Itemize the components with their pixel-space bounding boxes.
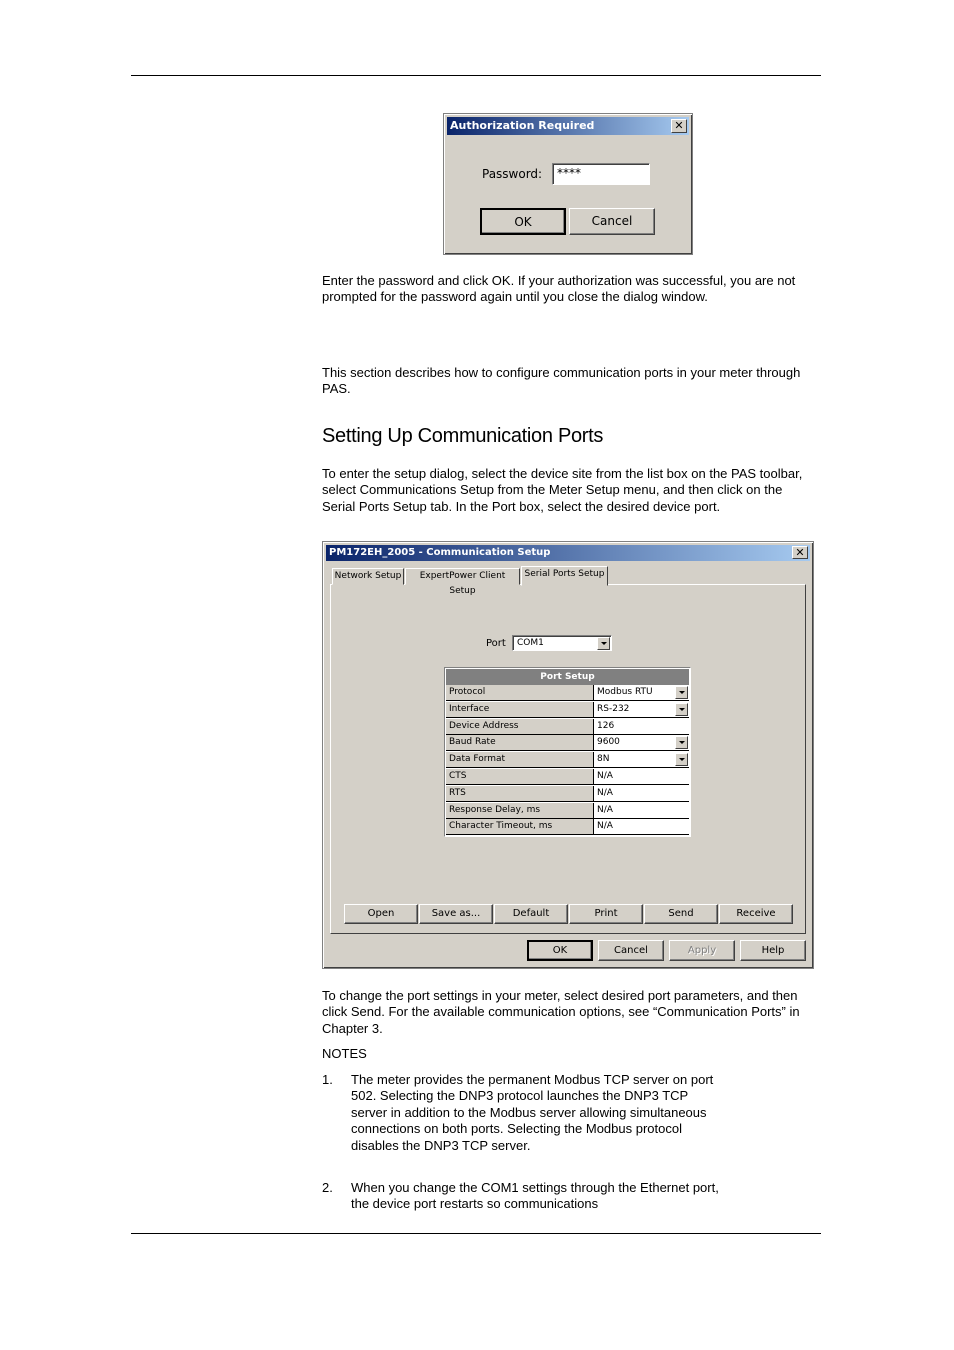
auth-titlebar — [447, 117, 689, 135]
ok-button[interactable]: OK — [480, 208, 566, 235]
tab-network-setup[interactable]: Network Setup — [332, 568, 404, 585]
setting-value[interactable] — [594, 702, 689, 718]
comm-cancel-button[interactable]: Cancel — [598, 940, 664, 961]
port-value: COM1 — [517, 638, 544, 648]
paragraph-password: Enter the password and click OK. If your authorization was successful, you are not prompted for the password again until you close the dialog window. — [322, 273, 796, 305]
setting-name: CTS — [446, 769, 594, 785]
setting-name: Baud Rate — [446, 735, 594, 751]
receive-button[interactable]: Receive — [719, 904, 793, 924]
table-row — [446, 803, 689, 819]
footer-rule — [131, 1233, 821, 1234]
setting-value-text: N/A — [597, 804, 613, 815]
setting-value[interactable] — [594, 685, 689, 701]
setting-value[interactable] — [594, 769, 689, 785]
close-icon[interactable]: ✕ — [671, 119, 687, 133]
setting-value-text: 8N — [597, 754, 610, 765]
table-row — [446, 752, 689, 768]
table-row — [446, 769, 689, 785]
port-select[interactable] — [512, 635, 612, 651]
auth-title: Authorization Required — [450, 119, 595, 132]
apply-button[interactable]: Apply — [669, 940, 735, 961]
authorization-dialog — [443, 113, 693, 255]
chevron-down-icon[interactable] — [675, 753, 688, 766]
table-row — [446, 702, 689, 718]
setting-name: Device Address — [446, 719, 594, 735]
note-1-number: 1. — [322, 1072, 333, 1087]
setting-value[interactable] — [594, 735, 689, 751]
setting-name: Protocol — [446, 685, 594, 701]
setting-value-text: 126 — [597, 720, 615, 731]
paragraph-setup: To enter the setup dialog, select the device site from the list box on the PAS toolbar, select Communications Setup from the Meter Setup menu, and then click on the Serial Ports Setup tab. In the Port box, select the desired device port. — [322, 466, 803, 514]
table-row — [446, 735, 689, 751]
setting-name: RTS — [446, 786, 594, 802]
setting-name: Character Timeout, ms — [446, 819, 594, 835]
note-2-number: 2. — [322, 1180, 333, 1195]
setting-value[interactable] — [594, 752, 689, 768]
header-rule — [131, 75, 821, 76]
cancel-button[interactable]: Cancel — [569, 208, 655, 235]
notes-label: NOTES — [322, 1046, 367, 1061]
paragraph-intro: This section describes how to configure communication ports in your meter through PAS. — [322, 365, 801, 397]
tab-serial-ports-setup[interactable]: Serial Ports Setup — [521, 566, 608, 586]
setting-value-text: RS-232 — [597, 703, 630, 714]
setting-value[interactable] — [594, 786, 689, 802]
chevron-down-icon[interactable] — [597, 637, 610, 650]
table-row — [446, 719, 689, 735]
comm-ok-button[interactable]: OK — [527, 940, 593, 961]
setting-value-text: N/A — [597, 821, 613, 832]
setting-value-text: N/A — [597, 771, 613, 781]
table-row — [446, 786, 689, 802]
comm-titlebar — [326, 545, 810, 561]
save-as-button[interactable]: Save as... — [419, 904, 493, 924]
setting-value-text: Modbus RTU — [597, 687, 653, 697]
open-button[interactable]: Open — [344, 904, 418, 924]
send-button[interactable]: Send — [644, 904, 718, 924]
table-row — [446, 819, 689, 835]
note-1-text: The meter provides the permanent Modbus TCP server on port 502. Selecting the DNP3 protocol launches the DNP3 TCP server in addition to the Modbus server allowing simultaneous connections on both ports. Selecting the Modbus protocol disables the DNP3 TCP server. — [351, 1072, 714, 1153]
port-label: Port — [486, 638, 506, 649]
port-setup-grid — [444, 667, 691, 837]
default-button[interactable]: Default — [494, 904, 568, 924]
comm-title: PM172EH_2005 - Communication Setup — [329, 547, 551, 558]
chevron-down-icon[interactable] — [675, 736, 688, 749]
setting-name: Interface — [446, 702, 594, 718]
paragraph-change-settings: To change the port settings in your meter, select desired port parameters, and then click Send. For the available communication options, see “Communication Ports” in Chapter 3. — [322, 988, 800, 1036]
chevron-down-icon[interactable] — [675, 686, 688, 699]
setting-value-text: N/A — [597, 787, 613, 798]
grid-title: Port Setup — [446, 669, 689, 685]
print-button[interactable]: Print — [569, 904, 643, 924]
table-row — [446, 685, 689, 701]
setting-name: Response Delay, ms — [446, 803, 594, 819]
setting-value[interactable] — [594, 819, 689, 835]
setting-name: Data Format — [446, 752, 594, 768]
help-button[interactable]: Help — [740, 940, 806, 961]
setting-value[interactable] — [594, 803, 689, 819]
section-heading: Setting Up Communication Ports — [322, 425, 604, 447]
note-2-text: When you change the COM1 settings through the Ethernet port, the device port restarts so communications — [351, 1180, 719, 1212]
password-label: Password: — [482, 167, 543, 181]
password-field[interactable]: **** — [552, 163, 650, 185]
chevron-down-icon[interactable] — [675, 703, 688, 716]
setting-value-text: 9600 — [597, 737, 620, 748]
tab-expertpower-client-setup[interactable]: ExpertPower Client Setup — [405, 568, 520, 585]
close-icon[interactable]: ✕ — [792, 546, 808, 559]
setting-value[interactable] — [594, 719, 689, 735]
